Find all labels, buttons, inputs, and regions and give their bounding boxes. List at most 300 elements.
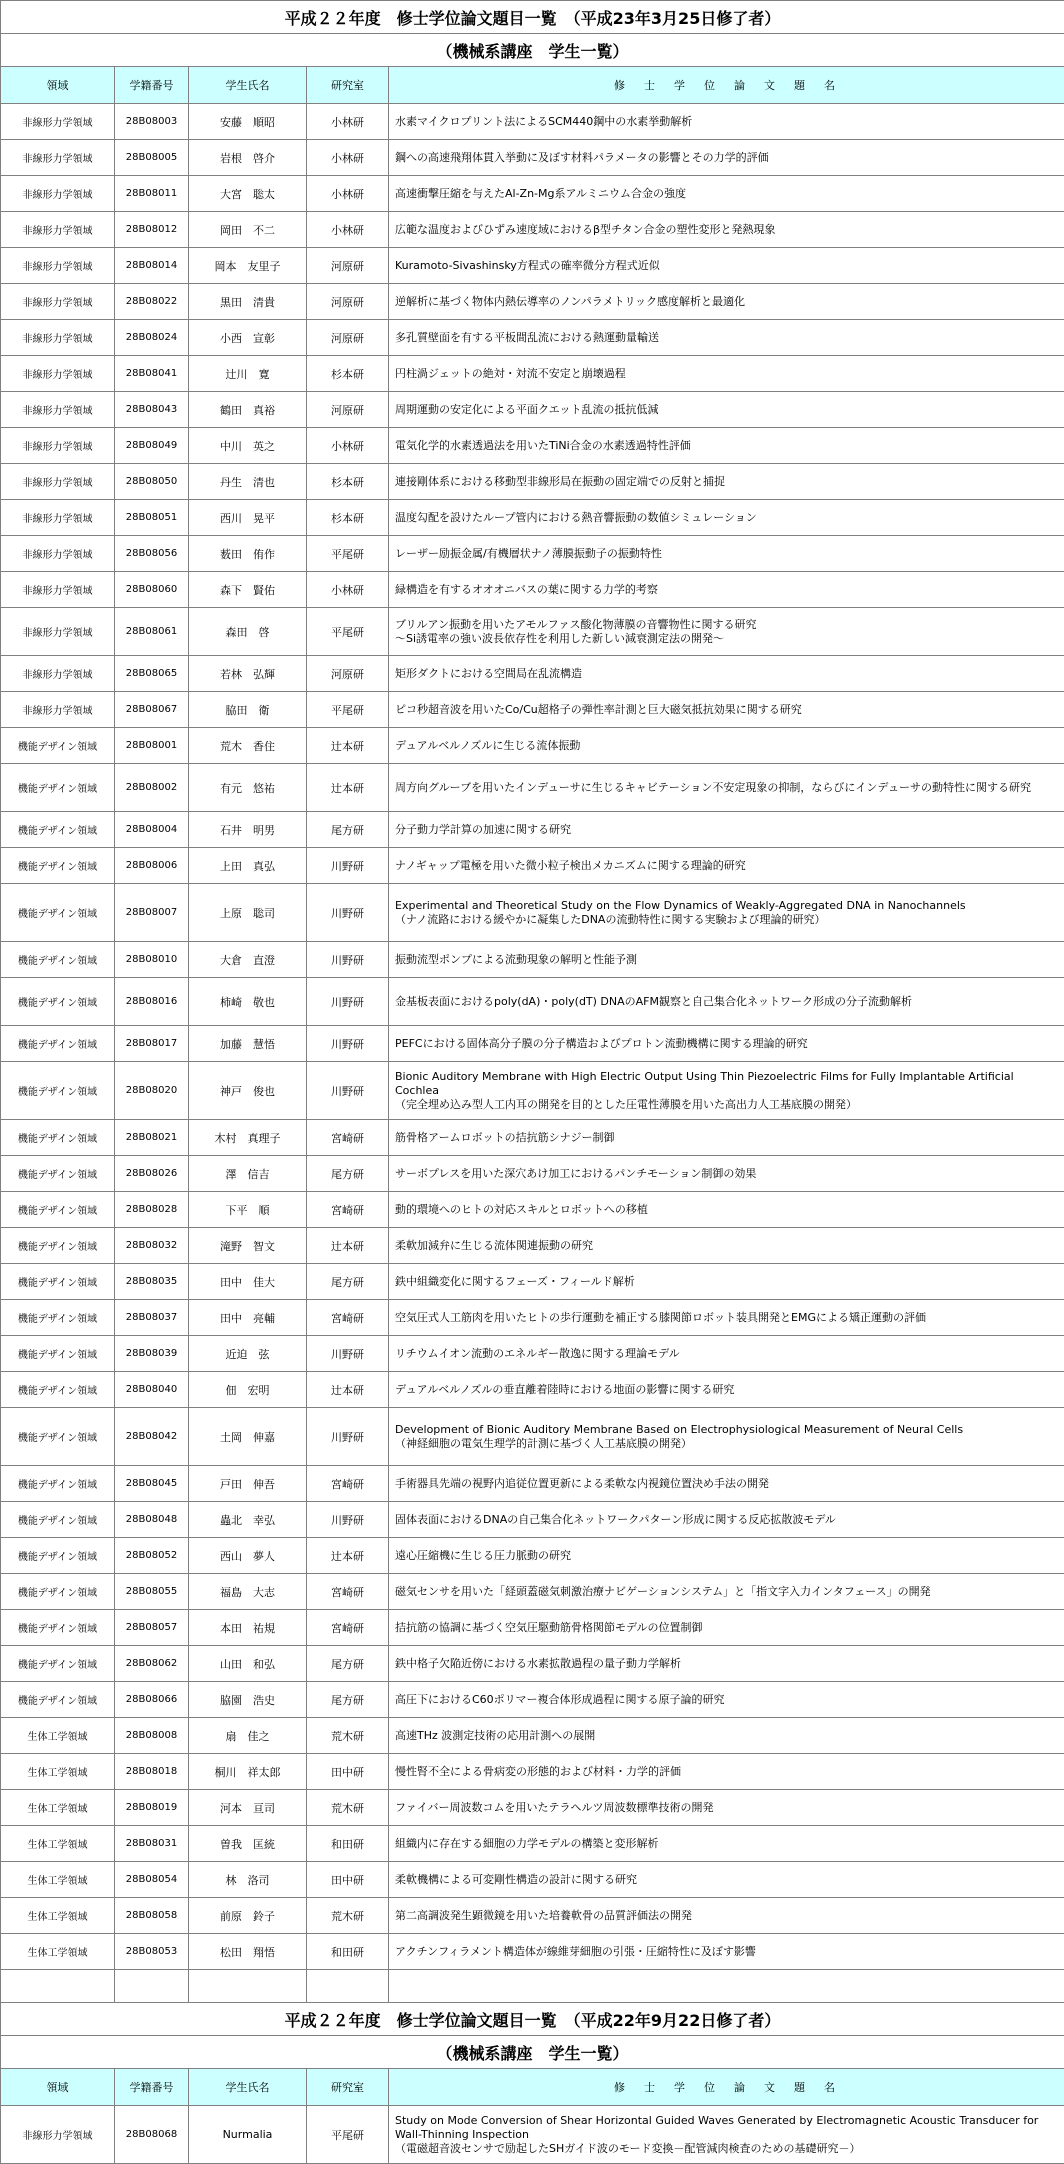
table-row [1,1790,1064,1826]
cell-student-id: 28B08028 [115,1192,189,1228]
cell-lab: 田中研 [307,1862,389,1898]
cell-student-name: 石井 明男 [189,812,307,848]
table-row [1,1120,1064,1156]
cell-lab: 宮崎研 [307,1192,389,1228]
cell-lab: 小林研 [307,176,389,212]
header-lab: 研究室 [307,67,389,104]
cell-student-id: 28B08054 [115,1862,189,1898]
cell-student-name: 蟲北 幸弘 [189,1502,307,1538]
cell-lab: 河原研 [307,284,389,320]
cell-lab: 川野研 [307,942,389,978]
cell-student-id: 28B08021 [115,1120,189,1156]
thesis-title-text: 慢性腎不全による骨病変の形態的および材料・力学的評価 [395,1765,681,1778]
cell-lab: 辻本研 [307,1372,389,1408]
spacer-row [1,1970,1064,2003]
table-row [1,392,1064,428]
cell-domain: 機能デザイン領域 [1,1336,115,1372]
table-row [1,1408,1064,1466]
cell-student-name: 田中 佳大 [189,1264,307,1300]
cell-student-id: 28B08040 [115,1372,189,1408]
cell-student-name: 岩根 啓介 [189,140,307,176]
cell-student-name: 桐川 祥太郎 [189,1754,307,1790]
header-thesis-title: 修 士 学 位 論 文 題 名 [389,67,1064,104]
cell-domain: 非線形力学領域 [1,428,115,464]
cell-domain: 機能デザイン領域 [1,1372,115,1408]
cell-thesis-title [389,572,1064,608]
cell-lab: 小林研 [307,212,389,248]
cell-student-name: 柿崎 敬也 [189,978,307,1026]
thesis-title-text: 拮抗筋の協調に基づく空気圧駆動筋骨格関節モデルの位置制御 [395,1621,702,1634]
cell-student-id: 28B08065 [115,656,189,692]
cell-thesis-title [389,1264,1064,1300]
thesis-title-text: 高速衝撃圧縮を与えたAl-Zn-Mg系アルミニウム合金の強度 [395,187,686,200]
header-student-id: 学籍番号 [115,2069,189,2106]
cell-student-id: 28B08008 [115,1718,189,1754]
cell-student-name: 丹生 清也 [189,464,307,500]
cell-student-name: 森田 啓 [189,608,307,656]
cell-lab: 小林研 [307,104,389,140]
cell-student-id: 28B08039 [115,1336,189,1372]
thesis-title-text: 組織内に存在する細胞の力学モデルの構築と変形解析 [395,1837,658,1850]
cell-thesis-title [389,1192,1064,1228]
cell-lab: 川野研 [307,978,389,1026]
thesis-title-text: 高圧下におけるC60ポリマー複合体形成過程に関する原子論的研究 [395,1693,724,1706]
table-row [1,1062,1064,1120]
thesis-title-text: Experimental and Theoretical Study on the Flow Dynamics of Weakly-Aggregated DNA in Nanochannels [395,899,966,912]
cell-thesis-title [389,1466,1064,1502]
column-header-row [1,67,1064,104]
table-row [1,1336,1064,1372]
cell-thesis-title [389,728,1064,764]
table-row [1,428,1064,464]
cell-student-id: 28B08031 [115,1826,189,1862]
table-row [1,1026,1064,1062]
header-domain: 領域 [1,2069,115,2106]
thesis-title-text: 振動流型ポンプによる流動現象の解明と性能予測 [395,953,637,966]
cell-student-id: 28B08012 [115,212,189,248]
cell-domain: 生体工学領域 [1,1862,115,1898]
thesis-title-text: 鉄中格子欠陥近傍における水素拡散過程の量子動力学解析 [395,1657,681,1670]
cell-thesis-title [389,1826,1064,1862]
cell-thesis-title [389,1862,1064,1898]
cell-student-name: 澤 信吉 [189,1156,307,1192]
cell-student-id: 28B08056 [115,536,189,572]
thesis-title-text: リチウムイオン流動のエネルギー散逸に関する理論モデル [395,1347,680,1360]
cell-student-id: 28B08014 [115,248,189,284]
cell-lab: 川野研 [307,1026,389,1062]
cell-student-name: 扇 佳之 [189,1718,307,1754]
cell-domain: 非線形力学領域 [1,284,115,320]
cell-student-id: 28B08017 [115,1026,189,1062]
cell-lab: 平尾研 [307,692,389,728]
cell-student-id: 28B08026 [115,1156,189,1192]
thesis-title-text: 鋼への高速飛翔体貫入挙動に及ぼす材料パラメータの影響とその力学的評価 [395,151,769,164]
cell-student-name: 上田 真弘 [189,848,307,884]
table-row [1,1898,1064,1934]
cell-lab: 尾方研 [307,1156,389,1192]
cell-student-id: 28B08068 [115,2106,189,2164]
thesis-title-subtext: （電磁超音波センサで励起したSHガイド波のモード変換－配管減肉検査のための基礎研究－） [395,2142,1058,2156]
table-row [1,1300,1064,1336]
header-thesis-title: 修 士 学 位 論 文 題 名 [389,2069,1064,2106]
cell-lab: 尾方研 [307,812,389,848]
cell-student-id: 28B08041 [115,356,189,392]
cell-student-name: 山田 和弘 [189,1646,307,1682]
cell-lab: 荒木研 [307,1790,389,1826]
cell-student-name: 下平 順 [189,1192,307,1228]
cell-thesis-title [389,356,1064,392]
cell-student-name: 河本 亘司 [189,1790,307,1826]
cell-lab: 田中研 [307,1754,389,1790]
cell-student-name: 林 洛司 [189,1862,307,1898]
cell-student-name: 土岡 伸嘉 [189,1408,307,1466]
thesis-title-text: 分子動力学計算の加速に関する研究 [395,823,571,836]
cell-student-id: 28B08003 [115,104,189,140]
table-row [1,812,1064,848]
cell-thesis-title [389,2106,1064,2164]
table-row [1,536,1064,572]
empty-cell [189,1970,307,2003]
thesis-title-text: 矩形ダクトにおける空間局在乱流構造 [395,667,582,680]
section-title: 平成２２年度 修士学位論文題目一覧 （平成23年3月25日修了者） [1,1,1064,34]
cell-domain: 機能デザイン領域 [1,1502,115,1538]
header-student-id: 学籍番号 [115,67,189,104]
thesis-title-text: Development of Bionic Auditory Membrane Based on Electrophysiological Measurement of Neural Cells [395,1423,963,1436]
cell-thesis-title [389,320,1064,356]
thesis-title-text: 第二高調波発生顕微鏡を用いた培養軟骨の品質評価法の開発 [395,1909,692,1922]
section-subtitle: （機械系講座 学生一覧） [1,34,1064,67]
cell-thesis-title [389,1300,1064,1336]
cell-thesis-title [389,1408,1064,1466]
cell-lab: 川野研 [307,1336,389,1372]
cell-lab: 平尾研 [307,536,389,572]
cell-student-id: 28B08006 [115,848,189,884]
table-row [1,176,1064,212]
cell-student-name: 木村 真理子 [189,1120,307,1156]
cell-domain: 非線形力学領域 [1,464,115,500]
thesis-title-text: 周方向グルーブを用いたインデューサに生じるキャビテーション不安定現象の抑制，ならびにインデューサの動特性に関する研究 [395,781,1031,794]
cell-student-name: 脇園 浩史 [189,1682,307,1718]
cell-domain: 非線形力学領域 [1,356,115,392]
cell-student-name: 本田 祐規 [189,1610,307,1646]
cell-thesis-title [389,536,1064,572]
cell-student-id: 28B08048 [115,1502,189,1538]
cell-student-name: Nurmalia [189,2106,307,2164]
cell-lab: 小林研 [307,140,389,176]
thesis-title-text: 金基板表面におけるpoly(dA)・poly(dT) DNAのAFM観察と自己集合化ネットワーク形成の分子流動解析 [395,995,912,1008]
cell-student-id: 28B08057 [115,1610,189,1646]
empty-cell [389,1970,1064,2003]
cell-lab: 河原研 [307,248,389,284]
cell-domain: 機能デザイン領域 [1,1300,115,1336]
cell-student-id: 28B08035 [115,1264,189,1300]
cell-lab: 辻本研 [307,764,389,812]
column-header-row [1,2069,1064,2106]
cell-domain: 非線形力学領域 [1,320,115,356]
cell-domain: 機能デザイン領域 [1,884,115,942]
cell-student-id: 28B08042 [115,1408,189,1466]
section-subtitle-row [1,34,1064,67]
cell-student-name: 岡田 不二 [189,212,307,248]
table-row [1,848,1064,884]
cell-domain: 機能デザイン領域 [1,812,115,848]
cell-thesis-title [389,692,1064,728]
thesis-title-text: ピコ秒超音波を用いたCo/Cu超格子の弾性率計測と巨大磁気抵抗効果に関する研究 [395,703,802,716]
cell-domain: 生体工学領域 [1,1826,115,1862]
cell-domain: 生体工学領域 [1,1790,115,1826]
cell-student-name: 上原 聡司 [189,884,307,942]
cell-lab: 川野研 [307,848,389,884]
cell-thesis-title [389,1502,1064,1538]
thesis-title-text: 固体表面におけるDNAの自己集合化ネットワークパターン形成に関する反応拡散波モデル [395,1513,836,1526]
cell-student-name: 若林 弘輝 [189,656,307,692]
cell-student-id: 28B08055 [115,1574,189,1610]
cell-domain: 非線形力学領域 [1,392,115,428]
cell-thesis-title [389,392,1064,428]
cell-student-name: 有元 悠祐 [189,764,307,812]
cell-lab: 小林研 [307,428,389,464]
cell-lab: 宮崎研 [307,1574,389,1610]
cell-lab: 杉本研 [307,500,389,536]
cell-lab: 和田研 [307,1934,389,1970]
header-domain: 領域 [1,67,115,104]
cell-lab: 尾方研 [307,1646,389,1682]
cell-student-name: 脇田 衛 [189,692,307,728]
cell-student-id: 28B08005 [115,140,189,176]
thesis-title-text: デュアルベルノズルの垂直離着陸時における地面の影響に関する研究 [395,1383,734,1396]
table-row [1,656,1064,692]
cell-thesis-title [389,176,1064,212]
cell-thesis-title [389,1120,1064,1156]
cell-domain: 機能デザイン領域 [1,1408,115,1466]
cell-thesis-title [389,248,1064,284]
cell-student-id: 28B08019 [115,1790,189,1826]
cell-student-name: 小西 宣彰 [189,320,307,356]
table-row [1,2106,1064,2164]
table-row [1,1502,1064,1538]
cell-domain: 機能デザイン領域 [1,1192,115,1228]
thesis-title-text: 周期運動の安定化による平面クエット乱流の抵抗低減 [395,403,659,416]
thesis-title-text: 連接剛体系における移動型非線形局在振動の固定端での反射と捕捉 [395,475,725,488]
cell-domain: 機能デザイン領域 [1,1646,115,1682]
thesis-title-text: レーザー励振金属/有機層状ナノ薄膜振動子の振動特性 [395,547,662,560]
cell-student-name: 神戸 俊也 [189,1062,307,1120]
table-row [1,320,1064,356]
thesis-title-text: 逆解析に基づく物体内熱伝導率のノンパラメトリック感度解析と最適化 [395,295,745,308]
table-row [1,248,1064,284]
cell-lab: 杉本研 [307,464,389,500]
cell-student-name: 森下 賢佑 [189,572,307,608]
table-row [1,884,1064,942]
cell-domain: 機能デザイン領域 [1,1682,115,1718]
table-row [1,728,1064,764]
cell-lab: 辻本研 [307,1228,389,1264]
cell-domain: 機能デザイン領域 [1,1156,115,1192]
table-row [1,140,1064,176]
thesis-title-subtext: （ナノ流路における緩やかに凝集したDNAの流動特性に関する実験および理論的研究） [395,913,1058,927]
table-row [1,104,1064,140]
cell-student-name: 黒田 清貴 [189,284,307,320]
thesis-title-text: 広範な温度およびひずみ速度域におけるβ型チタン合金の塑性変形と発熱現象 [395,223,775,236]
cell-lab: 川野研 [307,1062,389,1120]
table-row [1,356,1064,392]
cell-lab: 平尾研 [307,2106,389,2164]
thesis-title-text: Study on Mode Conversion of Shear Horizontal Guided Waves Generated by Electromagnetic Acoustic Transducer for Wall-Thinning Inspection [395,2114,1038,2141]
section-title: 平成２２年度 修士学位論文題目一覧 （平成22年9月22日修了者） [1,2003,1064,2036]
cell-lab: 宮崎研 [307,1610,389,1646]
cell-domain: 非線形力学領域 [1,2106,115,2164]
cell-student-id: 28B08010 [115,942,189,978]
cell-student-name: 佃 宏明 [189,1372,307,1408]
cell-domain: 機能デザイン領域 [1,1574,115,1610]
cell-domain: 機能デザイン領域 [1,1466,115,1502]
cell-thesis-title [389,1934,1064,1970]
cell-domain: 機能デザイン領域 [1,1228,115,1264]
table-row [1,1646,1064,1682]
cell-domain: 非線形力学領域 [1,500,115,536]
cell-lab: 宮崎研 [307,1300,389,1336]
cell-domain: 生体工学領域 [1,1754,115,1790]
cell-student-name: 松田 翔悟 [189,1934,307,1970]
cell-lab: 尾方研 [307,1682,389,1718]
cell-domain: 機能デザイン領域 [1,764,115,812]
cell-student-id: 28B08037 [115,1300,189,1336]
cell-student-name: 曽我 匡統 [189,1826,307,1862]
cell-domain: 非線形力学領域 [1,536,115,572]
cell-thesis-title [389,1156,1064,1192]
cell-student-name: 滝野 智文 [189,1228,307,1264]
cell-thesis-title [389,1610,1064,1646]
cell-domain: 機能デザイン領域 [1,1264,115,1300]
thesis-title-text: Kuramoto-Sivashinsky方程式の確率微分方程式近似 [395,259,660,272]
cell-domain: 機能デザイン領域 [1,1538,115,1574]
cell-thesis-title [389,104,1064,140]
thesis-title-text: 高速THz 波測定技術の応用計測への展開 [395,1729,595,1742]
cell-domain: 機能デザイン領域 [1,978,115,1026]
table-row [1,1754,1064,1790]
thesis-title-subtext: ～Si誘電率の強い波長依存性を利用した新しい減衰測定法の開発～ [395,632,1058,646]
thesis-title-text: 電気化学的水素透過法を用いたTiNi合金の水素透過特性評価 [395,439,691,452]
cell-domain: 機能デザイン領域 [1,1062,115,1120]
cell-student-name: 福島 大志 [189,1574,307,1610]
empty-cell [307,1970,389,2003]
cell-student-name: 加藤 慧悟 [189,1026,307,1062]
cell-lab: 辻本研 [307,1538,389,1574]
cell-lab: 河原研 [307,320,389,356]
table-row [1,1934,1064,1970]
cell-thesis-title [389,1790,1064,1826]
cell-lab: 杉本研 [307,356,389,392]
cell-student-name: 大倉 直澄 [189,942,307,978]
cell-thesis-title [389,1062,1064,1120]
cell-thesis-title [389,1718,1064,1754]
cell-student-id: 28B08060 [115,572,189,608]
cell-student-name: 田中 亮輔 [189,1300,307,1336]
cell-student-name: 薮田 侑作 [189,536,307,572]
table-row [1,1156,1064,1192]
thesis-title-text: 柔軟機構による可変剛性構造の設計に関する研究 [395,1873,637,1886]
thesis-title-text: ブリルアン振動を用いたアモルファス酸化物薄膜の音響物性に関する研究 [395,618,756,631]
cell-student-id: 28B08049 [115,428,189,464]
table-row [1,608,1064,656]
cell-domain: 生体工学領域 [1,1934,115,1970]
cell-domain: 非線形力学領域 [1,176,115,212]
thesis-title-text: 緑構造を有するオオオニバスの葉に関する力学的考察 [395,583,658,596]
cell-student-id: 28B08053 [115,1934,189,1970]
cell-student-id: 28B08007 [115,884,189,942]
table-row [1,1264,1064,1300]
table-row [1,764,1064,812]
thesis-title-subtext: （完全埋め込み型人工内耳の開発を目的とした圧電性薄膜を用いた高出力人工基底膜の開発） [395,1098,1058,1112]
cell-student-id: 28B08061 [115,608,189,656]
cell-thesis-title [389,428,1064,464]
cell-student-name: 近迫 弦 [189,1336,307,1372]
cell-domain: 機能デザイン領域 [1,1610,115,1646]
cell-student-id: 28B08004 [115,812,189,848]
thesis-title-text: ナノギャップ電極を用いた微小粒子検出メカニズムに関する理論的研究 [395,859,746,872]
thesis-title-text: ファイバー周波数コムを用いたテラヘルツ周波数標準技術の開発 [395,1801,714,1814]
cell-thesis-title [389,764,1064,812]
cell-student-id: 28B08052 [115,1538,189,1574]
cell-student-id: 28B08001 [115,728,189,764]
cell-domain: 生体工学領域 [1,1898,115,1934]
cell-student-name: 西山 夢人 [189,1538,307,1574]
cell-lab: 荒木研 [307,1718,389,1754]
cell-lab: 川野研 [307,1502,389,1538]
cell-domain: 非線形力学領域 [1,608,115,656]
thesis-title-text: 温度勾配を設けたループ管内における熱音響振動の数値シミュレーション [395,511,757,524]
cell-lab: 辻本研 [307,728,389,764]
thesis-title-text: 鉄中組織変化に関するフェーズ・フィールド解析 [395,1275,635,1288]
table-row [1,1718,1064,1754]
table-row [1,1682,1064,1718]
cell-thesis-title [389,848,1064,884]
table-row [1,572,1064,608]
cell-lab: 和田研 [307,1826,389,1862]
table-row [1,212,1064,248]
empty-cell [1,1970,115,2003]
cell-lab: 小林研 [307,572,389,608]
empty-cell [115,1970,189,2003]
cell-thesis-title [389,1574,1064,1610]
cell-student-name: 大宮 聡太 [189,176,307,212]
cell-student-name: 前原 鈴子 [189,1898,307,1934]
cell-student-name: 戸田 伸吾 [189,1466,307,1502]
cell-lab: 平尾研 [307,608,389,656]
cell-thesis-title [389,884,1064,942]
cell-thesis-title [389,1646,1064,1682]
cell-domain: 機能デザイン領域 [1,728,115,764]
cell-thesis-title [389,1538,1064,1574]
cell-domain: 機能デザイン領域 [1,1120,115,1156]
thesis-title-text: 多孔質壁面を有する平板間乱流における熱運動量輸送 [395,331,659,344]
cell-student-name: 荒木 香住 [189,728,307,764]
cell-domain: 非線形力学領域 [1,140,115,176]
cell-student-id: 28B08018 [115,1754,189,1790]
cell-lab: 荒木研 [307,1898,389,1934]
table-row [1,464,1064,500]
thesis-title-subtext: （神経細胞の電気生理学的計測に基づく人工基底膜の開発） [395,1437,1058,1451]
thesis-title-text: 筋骨格アームロボットの拮抗筋シナジー制御 [395,1131,614,1144]
cell-lab: 川野研 [307,884,389,942]
cell-domain: 非線形力学領域 [1,656,115,692]
cell-thesis-title [389,140,1064,176]
cell-student-id: 28B08045 [115,1466,189,1502]
table-row [1,500,1064,536]
thesis-title-text: アクチンフィラメント構造体が線維芽細胞の引張・圧縮特性に及ぼす影響 [395,1945,756,1958]
cell-student-id: 28B08022 [115,284,189,320]
cell-student-name: 中川 英之 [189,428,307,464]
